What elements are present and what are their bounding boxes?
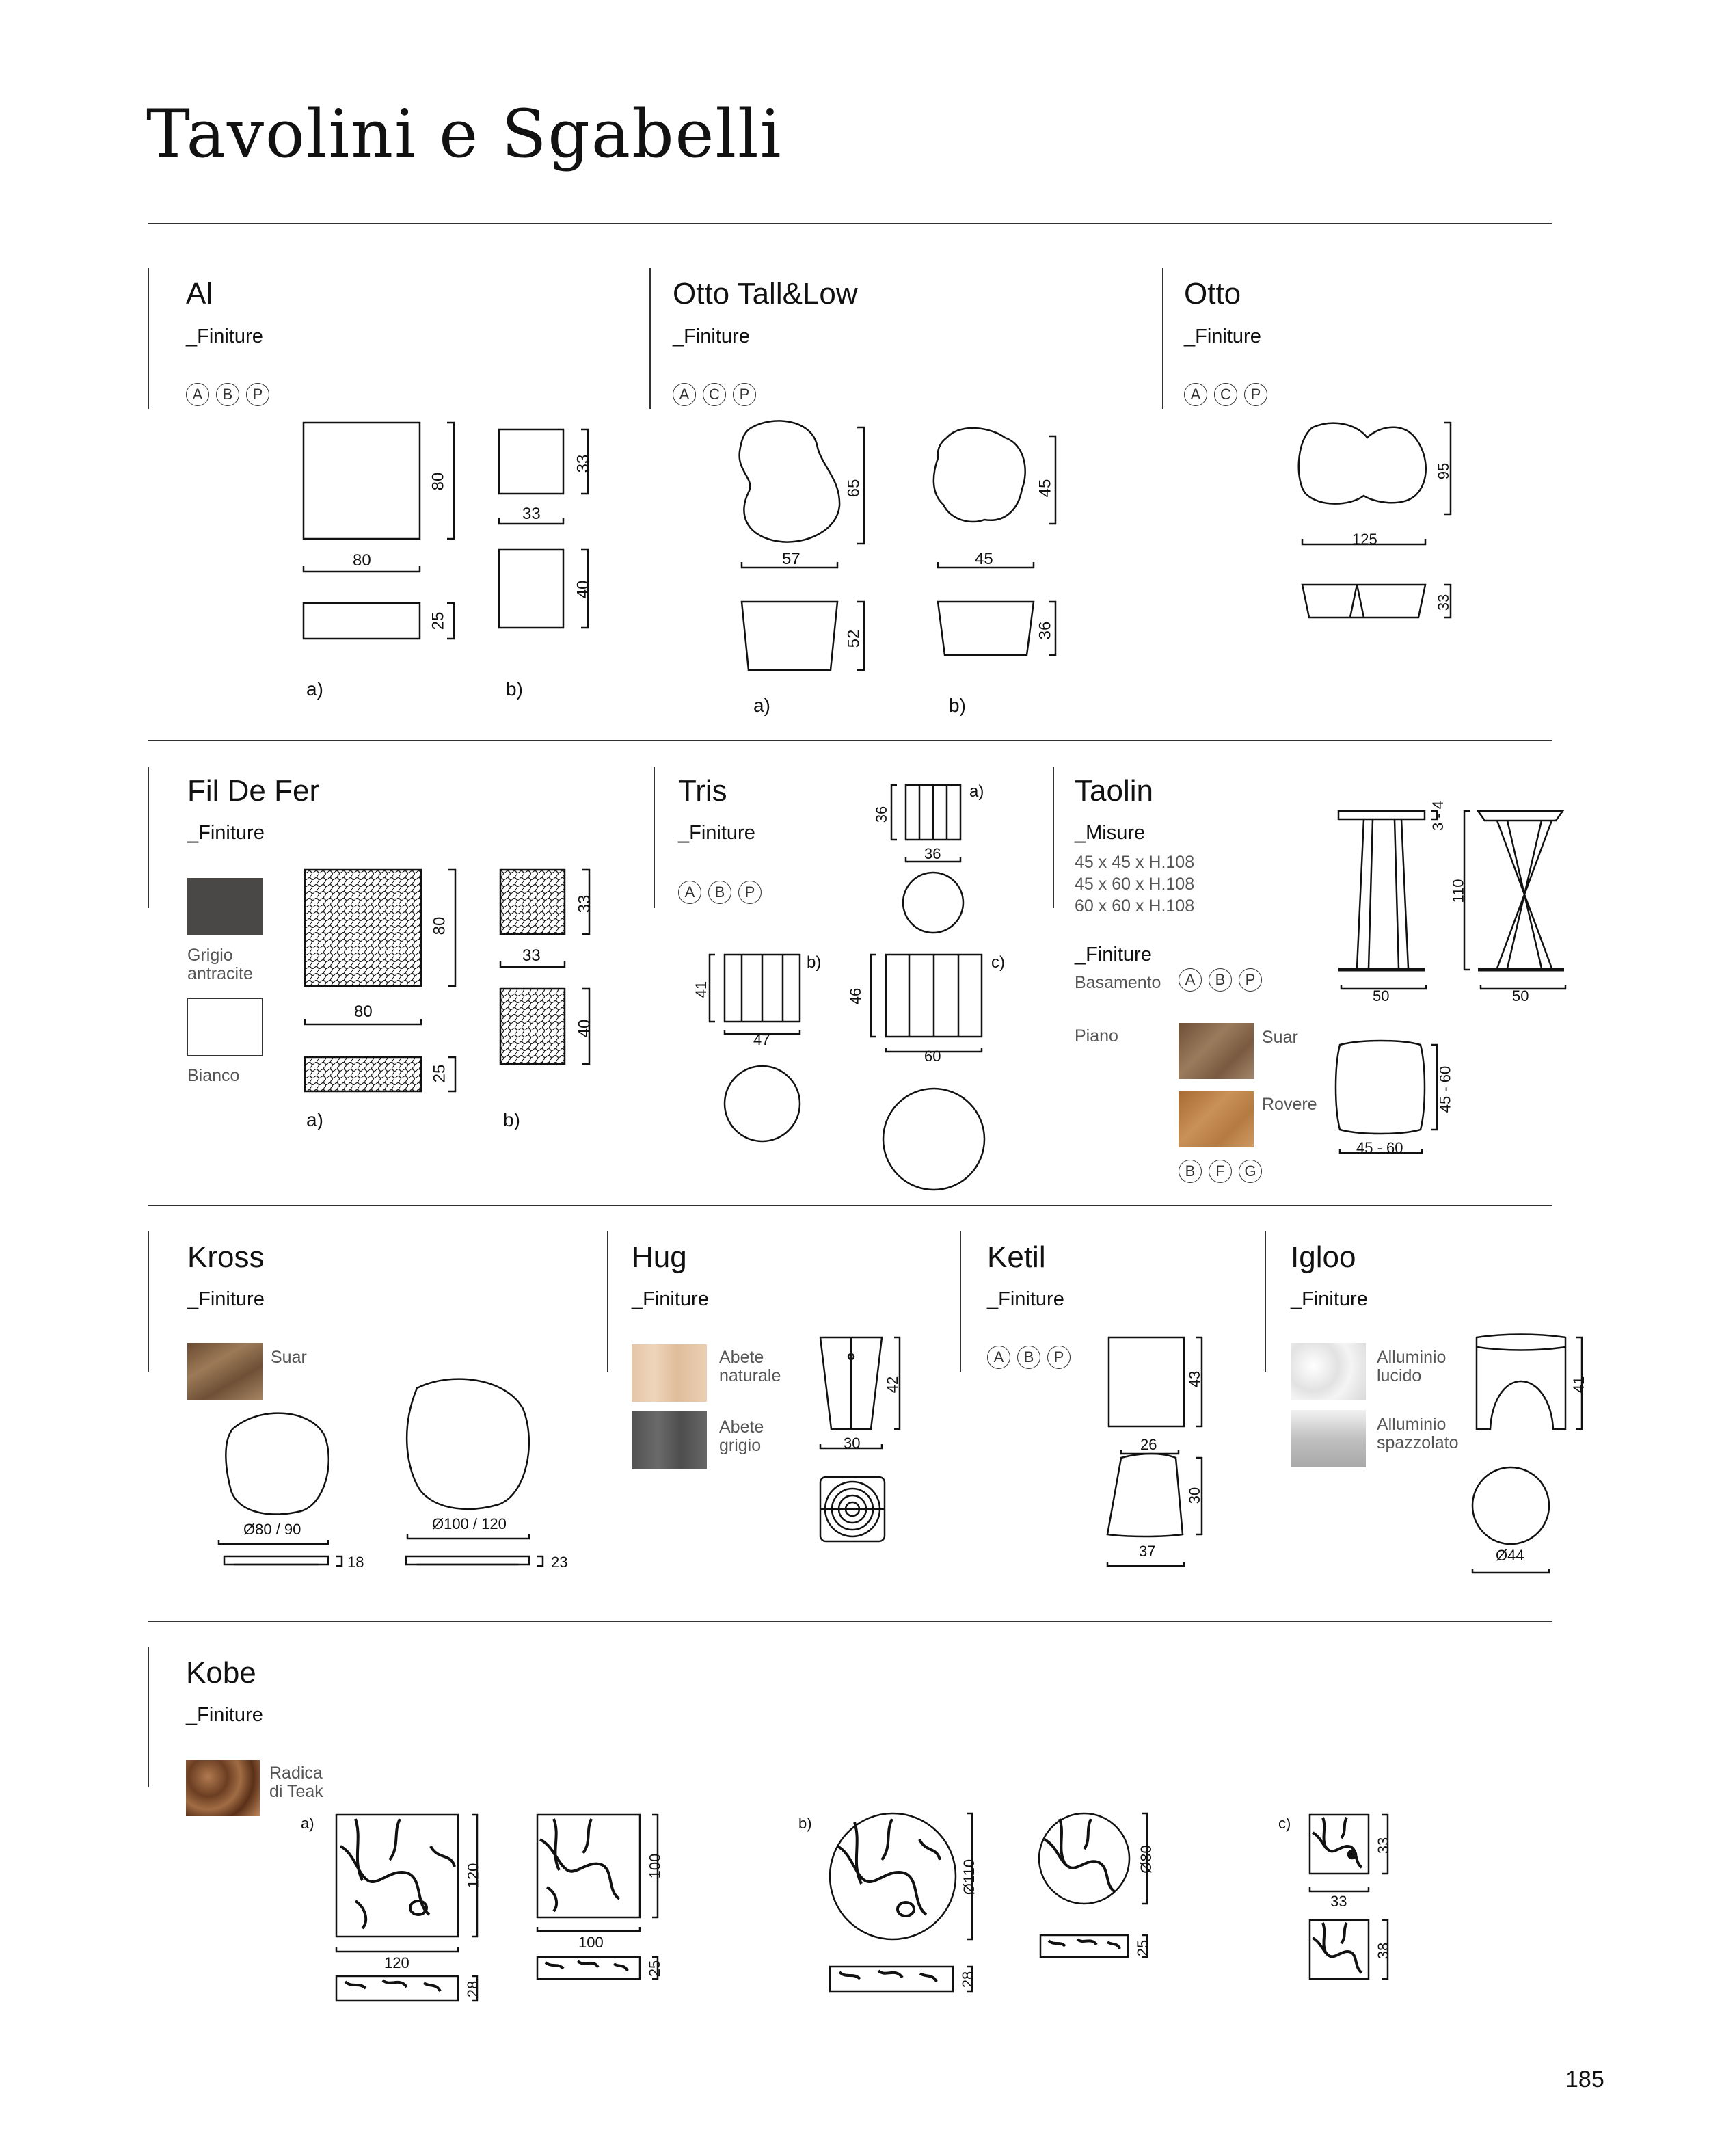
dim-height: 25 <box>646 1960 664 1978</box>
dim-width: 125 <box>1352 531 1377 548</box>
finish-badge: C <box>1214 383 1237 406</box>
dim-top: 3 - 4 <box>1429 800 1447 831</box>
dim-height: 33 <box>1375 1837 1392 1854</box>
dim-height: 80 <box>429 472 448 491</box>
dim-diameter: Ø110 <box>960 1859 978 1895</box>
dim-height: 30 <box>1186 1487 1204 1504</box>
finish-badge: A <box>987 1346 1010 1369</box>
finish-badges <box>987 1346 1071 1369</box>
divider <box>148 1205 1552 1206</box>
dim-width: 50 <box>1512 987 1529 1004</box>
dim-height: 120 <box>464 1863 482 1889</box>
finish-badges <box>1179 968 1262 992</box>
section-bar <box>148 1231 149 1372</box>
swatch-alluminio-spazzolato <box>1291 1410 1366 1467</box>
dim-plan-width: 45 - 60 <box>1356 1139 1403 1156</box>
dim-height: 36 <box>873 806 891 823</box>
swatch-label: Alluminio spazzolato <box>1377 1415 1459 1452</box>
variant-label: a) <box>306 1109 323 1130</box>
section-bar <box>148 268 149 409</box>
variant-label: c) <box>1278 1815 1291 1832</box>
divider <box>148 740 1552 741</box>
swatch-label: Rovere <box>1262 1095 1317 1114</box>
finish-badge: C <box>703 383 726 406</box>
product-name: Ketil <box>987 1240 1046 1274</box>
section-bar <box>1162 268 1163 409</box>
variant-label: a) <box>306 678 323 700</box>
product-name: Kross <box>187 1240 265 1274</box>
dim-width: 30 <box>844 1435 861 1452</box>
size-option: 45 x 45 x H.108 <box>1075 853 1195 872</box>
dim-plan-height: 45 - 60 <box>1436 1065 1454 1113</box>
dim-width: 80 <box>354 1002 373 1021</box>
dim-height: 18 <box>347 1554 364 1571</box>
swatch-radica-di-teak <box>186 1760 260 1816</box>
finiture-label: _Finiture <box>673 325 750 347</box>
finish-badge: B <box>216 383 239 406</box>
dim-width: 36 <box>924 845 941 862</box>
dim-height: 33 <box>1435 594 1453 611</box>
dim-height: 95 <box>1435 462 1453 480</box>
section-bar <box>1053 767 1054 908</box>
swatch-label: Suar <box>1262 1028 1298 1047</box>
dim-width: 33 <box>1330 1893 1347 1910</box>
product-name: Taolin <box>1075 774 1153 808</box>
finish-badge: G <box>1239 1160 1262 1183</box>
dim-height: 45 <box>1036 479 1055 498</box>
finiture-label: _Finiture <box>632 1288 709 1310</box>
variant-label: b) <box>798 1815 812 1832</box>
dim-height: 25 <box>1134 1939 1152 1957</box>
piano-label: Piano <box>1075 1026 1118 1046</box>
finish-badges <box>1179 1160 1262 1183</box>
variant-label: a) <box>753 695 770 716</box>
divider <box>148 1621 1552 1622</box>
section-bar <box>148 767 149 908</box>
dim-width: 57 <box>782 550 800 568</box>
basamento-label: Basamento <box>1075 973 1161 992</box>
section-bar <box>649 268 651 409</box>
dim-width: 47 <box>753 1031 770 1048</box>
dim-height: 40 <box>575 1019 594 1038</box>
dim-height: 41 <box>692 981 710 998</box>
product-name: Tris <box>678 774 727 808</box>
finish-badge: A <box>1184 383 1207 406</box>
dim-height: 80 <box>430 916 449 935</box>
finish-badge: P <box>733 383 756 406</box>
variant-label: b) <box>506 678 523 700</box>
swatch-bianco <box>187 998 263 1056</box>
finiture-label: _Finiture <box>678 822 755 844</box>
dim-height: 52 <box>844 629 863 648</box>
dim-height: 43 <box>1186 1370 1204 1388</box>
finish-badge: A <box>678 881 701 904</box>
section-bar <box>148 1647 149 1787</box>
dim-height: 41 <box>1570 1376 1588 1394</box>
swatch-label: Abete naturale <box>719 1348 781 1385</box>
finish-badges <box>1184 383 1267 406</box>
product-name: Otto <box>1184 277 1241 310</box>
dim-width: 33 <box>522 946 541 965</box>
swatch-abete-grigio <box>632 1411 707 1469</box>
product-name: Fil De Fer <box>187 774 320 808</box>
finiture-label: _Finiture <box>1075 944 1152 966</box>
dim-height: 33 <box>574 454 593 473</box>
dim-width: 45 <box>975 550 993 568</box>
finish-badge: B <box>708 881 731 904</box>
dim-height: 110 <box>1449 879 1467 903</box>
finiture-label: _Finiture <box>1184 325 1261 347</box>
dim-width: 100 <box>578 1934 604 1951</box>
finish-badge: P <box>738 881 762 904</box>
dim-diameter: Ø80 / 90 <box>243 1521 301 1538</box>
dim-height: 28 <box>464 1980 482 1998</box>
section-bar <box>654 767 655 908</box>
product-name: Al <box>186 277 213 310</box>
divider <box>148 223 1552 224</box>
dim-height: 100 <box>646 1853 664 1879</box>
variant-label: a) <box>969 782 984 801</box>
dim-height: 46 <box>847 987 865 1005</box>
finish-badges <box>678 881 762 904</box>
finish-badge: B <box>1209 968 1232 992</box>
section-bar <box>607 1231 608 1372</box>
dim-height: 25 <box>429 611 448 630</box>
finish-badge: B <box>1179 1160 1202 1183</box>
dim-height: 33 <box>575 894 594 914</box>
section-bar <box>1265 1231 1266 1372</box>
swatch-suar <box>187 1343 263 1400</box>
finish-badge: P <box>1244 383 1267 406</box>
page-number: 185 <box>1565 2066 1604 2092</box>
dim-width: 120 <box>384 1954 409 1971</box>
swatch-abete-naturale <box>632 1344 707 1402</box>
finish-badge: A <box>186 383 209 406</box>
swatch-label: Alluminio lucido <box>1377 1348 1446 1385</box>
finish-badge: A <box>673 383 696 406</box>
finiture-label: _Finiture <box>987 1288 1064 1310</box>
finish-badge: F <box>1209 1160 1232 1183</box>
dim-height: 28 <box>959 1971 977 1988</box>
dim-width: 33 <box>522 505 541 523</box>
finiture-label: _Finiture <box>186 325 263 347</box>
dim-diameter: Ø100 / 120 <box>432 1515 507 1532</box>
finish-badge: P <box>246 383 269 406</box>
dim-height: 38 <box>1375 1942 1392 1960</box>
swatch-grigio-antracite <box>187 878 263 935</box>
dim-diameter: Ø80 <box>1137 1845 1155 1874</box>
swatch-label: Grigio antracite <box>187 946 253 983</box>
misure-label: _Misure <box>1075 822 1146 844</box>
swatch-label: Suar <box>271 1348 307 1367</box>
product-name: Igloo <box>1291 1240 1356 1274</box>
swatch-label: Abete grigio <box>719 1418 764 1455</box>
finiture-label: _Finiture <box>187 1288 265 1310</box>
variant-label: b) <box>807 953 822 972</box>
dim-height: 40 <box>574 580 593 599</box>
finish-badges <box>186 383 269 406</box>
section-bar <box>960 1231 961 1372</box>
dim-height: 36 <box>1036 621 1055 640</box>
dim-height: 23 <box>551 1554 568 1571</box>
swatch-alluminio-lucido <box>1291 1343 1366 1400</box>
dim-width: 50 <box>1373 987 1390 1004</box>
size-option: 60 x 60 x H.108 <box>1075 896 1195 916</box>
swatch-rovere <box>1179 1091 1254 1147</box>
swatch-label: Radica di Teak <box>269 1764 323 1801</box>
dim-width: 26 <box>1140 1436 1157 1453</box>
variant-label: a) <box>301 1815 314 1832</box>
finish-badge: P <box>1047 1346 1071 1369</box>
finiture-label: _Finiture <box>1291 1288 1368 1310</box>
product-name: Hug <box>632 1240 687 1274</box>
size-option: 45 x 60 x H.108 <box>1075 875 1195 894</box>
finish-badges <box>673 383 756 406</box>
dim-diameter: Ø44 <box>1496 1547 1524 1564</box>
dim-height: 42 <box>884 1376 902 1394</box>
product-name: Otto Tall&Low <box>673 277 858 310</box>
dim-width: 37 <box>1139 1543 1156 1560</box>
dim-height: 25 <box>430 1064 449 1083</box>
swatch-label: Bianco <box>187 1066 240 1085</box>
variant-label: b) <box>503 1109 520 1130</box>
dim-width: 80 <box>353 551 371 570</box>
variant-label: c) <box>991 953 1005 972</box>
dim-width: 60 <box>924 1048 941 1065</box>
finish-badge: A <box>1179 968 1202 992</box>
finiture-label: _Finiture <box>186 1704 263 1726</box>
variant-label: b) <box>949 695 966 716</box>
product-name: Kobe <box>186 1656 256 1690</box>
dim-height: 65 <box>844 479 863 498</box>
swatch-suar <box>1179 1023 1254 1079</box>
finish-badge: B <box>1017 1346 1040 1369</box>
page-title: Tavolini e Sgabelli <box>146 96 783 172</box>
finiture-label: _Finiture <box>187 822 265 844</box>
finish-badge: P <box>1239 968 1262 992</box>
